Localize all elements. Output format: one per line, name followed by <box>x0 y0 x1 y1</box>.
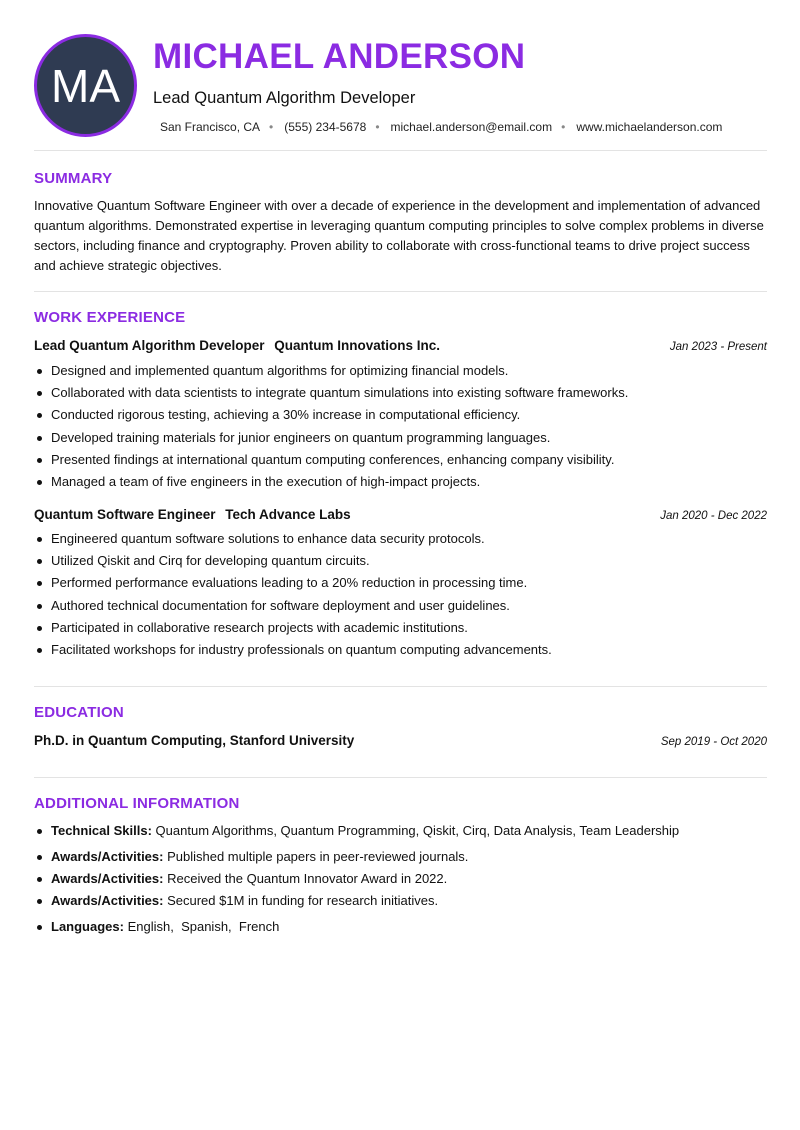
info-label: Awards/Activities: <box>51 849 164 864</box>
info-label: Technical Skills: <box>51 823 152 838</box>
info-label: Awards/Activities: <box>51 871 164 886</box>
info-value: Received the Quantum Innovator Award in 2022. <box>167 871 448 886</box>
info-label: Languages: <box>51 919 124 934</box>
job-bullets <box>34 528 767 661</box>
list-item: Presented findings at international quantum computing conferences, enhancing company visibility. <box>34 449 767 471</box>
bullet-separator-icon: • <box>269 120 274 134</box>
list-item: Designed and implemented quantum algorithms for optimizing financial models. <box>34 360 767 382</box>
avatar <box>34 34 137 137</box>
job-header <box>34 338 767 353</box>
info-value: English, Spanish, French <box>127 919 280 934</box>
job-dates: Jan 2020 - Dec 2022 <box>660 510 767 522</box>
job-title-line <box>34 338 440 353</box>
contact-website[interactable]: www.michaelanderson.com <box>576 120 723 134</box>
summary-text: Innovative Quantum Software Engineer with over a decade of experience in the development and implementation of advanced quantum algorithms. Demonstrated expertise in leveraging quantum computing principles to solve complex problems in diverse sectors, including finance and cryptography. Proven ability to collaborate with cross-functional teams to drive project success and achieve strategic objectives. <box>34 198 764 273</box>
work-experience-heading: WORK EXPERIENCE <box>34 309 186 326</box>
education-heading: EDUCATION <box>34 704 124 721</box>
bullet-separator-icon: • <box>375 120 380 134</box>
contact-email[interactable]: michael.anderson@email.com <box>390 120 553 134</box>
education-dates: Sep 2019 - Oct 2020 <box>660 736 767 748</box>
contact-location: San Francisco, CA <box>160 120 261 134</box>
candidate-name: MICHAEL ANDERSON <box>153 37 526 76</box>
avatar-initials: MA <box>51 59 120 112</box>
list-item: Conducted rigorous testing, achieving a 30% increase in computational efficiency. <box>34 404 767 426</box>
summary-heading: SUMMARY <box>34 170 113 187</box>
contact-bar <box>160 120 722 134</box>
list-item: Managed a team of five engineers in the execution of high-impact projects. <box>34 471 767 493</box>
info-label: Awards/Activities: <box>51 893 164 908</box>
info-value: Secured $1M in funding for research initiatives. <box>167 893 439 908</box>
job-bullets <box>34 360 767 493</box>
list-item: Authored technical documentation for software deployment and user guidelines. <box>34 595 767 617</box>
list-item <box>34 846 767 868</box>
list-item: Collaborated with data scientists to integrate quantum simulations into existing software frameworks. <box>34 382 767 404</box>
contact-phone: (555) 234-5678 <box>284 120 367 134</box>
section-divider <box>34 150 767 151</box>
list-item <box>34 890 767 912</box>
list-item <box>34 820 767 842</box>
info-value: Quantum Algorithms, Quantum Programming, Qiskit, Cirq, Data Analysis, Team Leadership <box>155 823 680 838</box>
education-degree: Ph.D. in Quantum Computing, Stanford University <box>34 733 355 748</box>
bullet-separator-icon: • <box>561 120 566 134</box>
job-title-line <box>34 507 351 522</box>
list-item: Participated in collaborative research projects with academic institutions. <box>34 617 767 639</box>
list-item: Facilitated workshops for industry professionals on quantum computing advancements. <box>34 639 767 661</box>
section-divider <box>34 777 767 778</box>
job-dates: Jan 2023 - Present <box>669 341 767 353</box>
list-item: Performed performance evaluations leading to a 20% reduction in processing time. <box>34 572 767 594</box>
list-item: Engineered quantum software solutions to enhance data security protocols. <box>34 528 767 550</box>
list-item: Developed training materials for junior engineers on quantum programming languages. <box>34 427 767 449</box>
section-divider <box>34 291 767 292</box>
additional-info-list <box>34 820 767 938</box>
list-item <box>34 868 767 890</box>
additional-info-heading: ADDITIONAL INFORMATION <box>34 795 240 812</box>
list-item: Utilized Qiskit and Cirq for developing quantum circuits. <box>34 550 767 572</box>
job-company: Quantum Innovations Inc. <box>274 338 441 353</box>
candidate-role: Lead Quantum Algorithm Developer <box>153 89 416 107</box>
job-title: Lead Quantum Algorithm Developer <box>34 338 265 353</box>
job-company: Tech Advance Labs <box>225 507 351 522</box>
info-value: Published multiple papers in peer-reviewed journals. <box>167 849 469 864</box>
education-entry <box>34 733 767 748</box>
section-divider <box>34 686 767 687</box>
job-title: Quantum Software Engineer <box>34 507 216 522</box>
list-item <box>34 916 767 938</box>
job-header <box>34 507 767 522</box>
